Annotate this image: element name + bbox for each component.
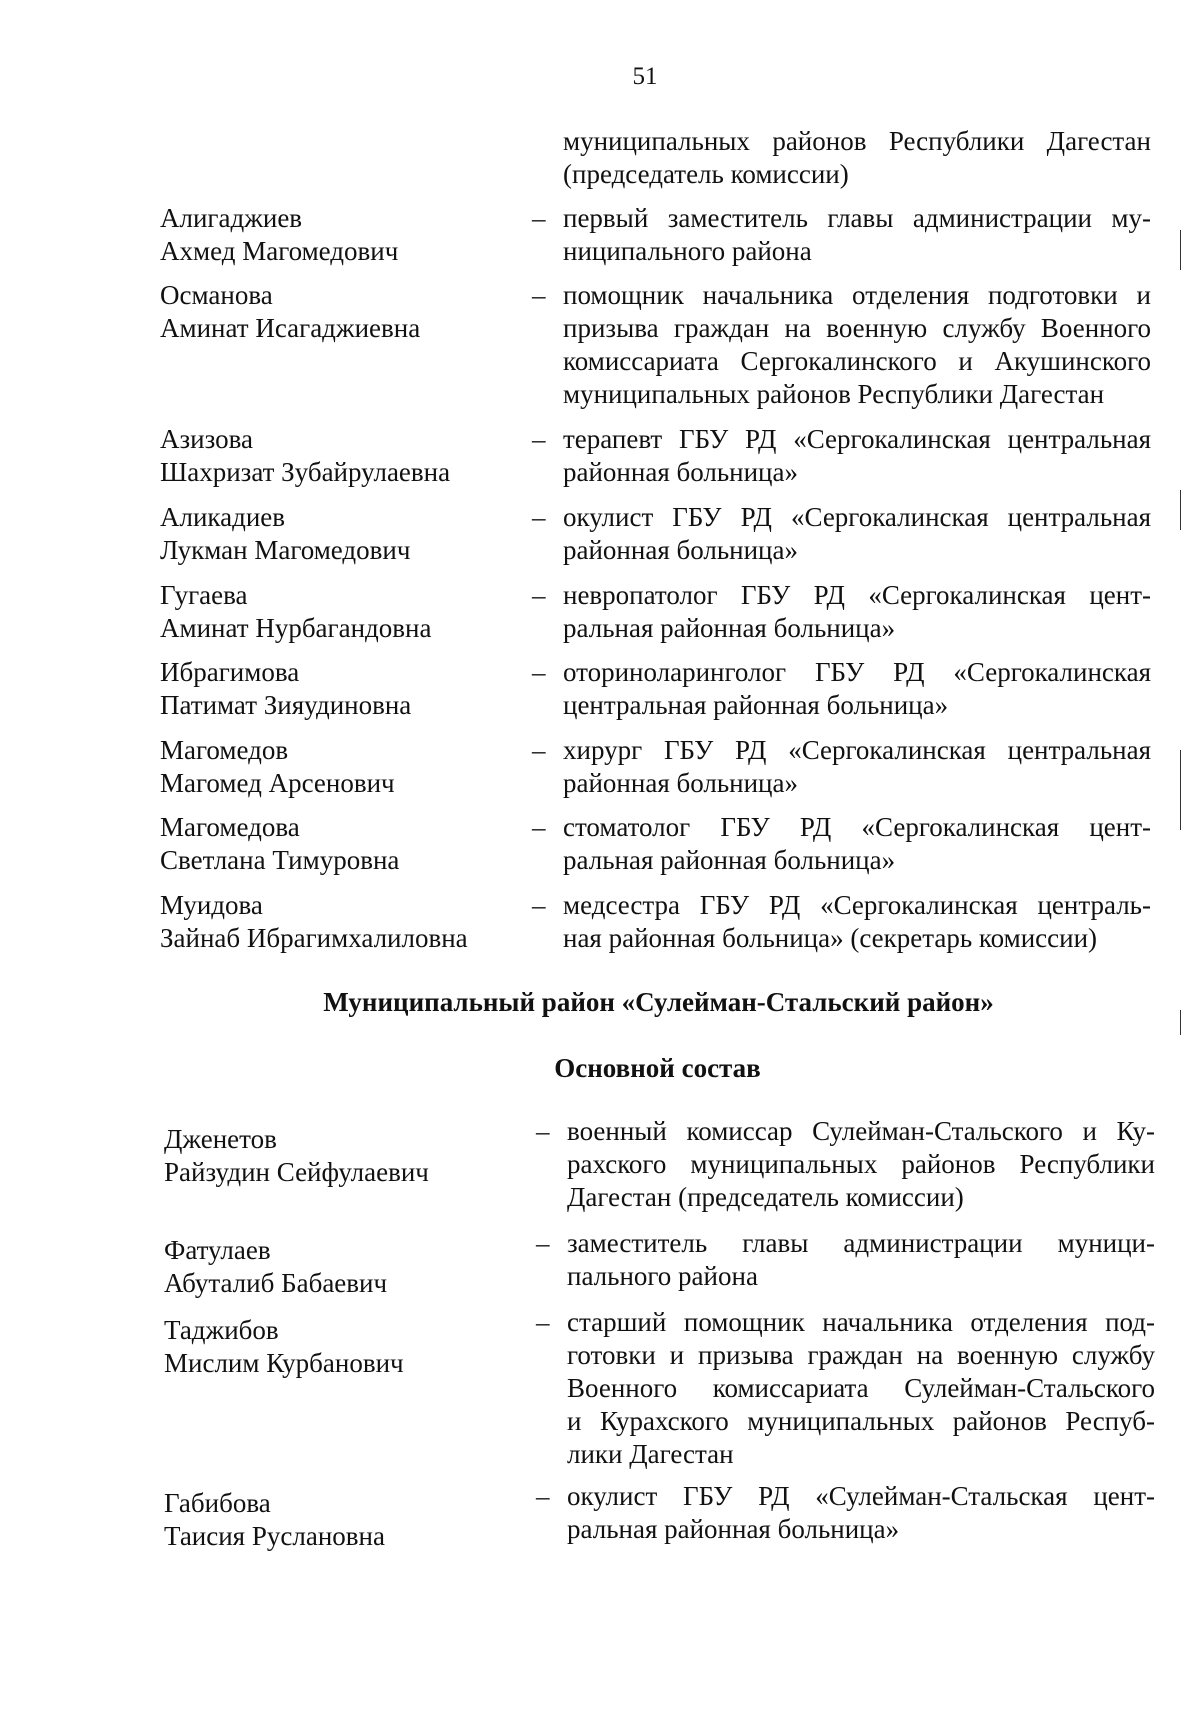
member-name	[160, 811, 520, 877]
member-name	[164, 1123, 524, 1189]
member-name	[160, 889, 520, 955]
description-line: ральная районная больница»	[567, 1514, 900, 1544]
member-surname: Ибрагимова	[160, 657, 300, 687]
dash: –	[532, 502, 546, 532]
member-surname: Османова	[160, 280, 273, 310]
description-line: призыва граждан на военную службу Военного	[563, 313, 1151, 343]
member-surname: Дженетов	[164, 1124, 277, 1154]
member-surname: Гугаева	[160, 580, 248, 610]
description-line: старший помощник начальника отделения под-	[567, 1307, 1155, 1337]
description-line: муниципальных районов Республики Дагестан	[563, 126, 1151, 156]
member-surname: Азизова	[160, 424, 253, 454]
dash: –	[532, 890, 546, 920]
description-line: лики Дагестан	[567, 1439, 734, 1469]
description-line: муниципальных районов Республики Дагестан	[563, 379, 1105, 409]
section-title: Муниципальный район «Сулейман-Стальский район»	[323, 987, 994, 1017]
member-position	[567, 1306, 1155, 1471]
description-line: районная больница»	[563, 768, 798, 798]
description-line: оториноларинголог ГБУ РД «Сергокалинская	[563, 657, 1151, 687]
member-name	[160, 734, 520, 800]
member-position	[567, 1115, 1155, 1214]
description-line: районная больница»	[563, 535, 798, 565]
member-surname: Магомедов	[160, 735, 289, 765]
member-name	[160, 501, 520, 567]
member-name	[164, 1234, 524, 1300]
dash: –	[532, 424, 546, 454]
member-given-name: Мислим Курбанович	[164, 1348, 404, 1378]
member-position	[563, 656, 1151, 722]
subsection-title: Основной состав	[554, 1053, 761, 1083]
description-line: комиссариата Сергокалинского и Акушинского	[563, 346, 1151, 376]
dash: –	[536, 1307, 550, 1337]
description-line: заместитель главы администрации муници-	[567, 1228, 1155, 1258]
dash: –	[532, 735, 546, 765]
member-given-name: Таисия Руслановна	[164, 1521, 385, 1551]
description-line: окулист ГБУ РД «Сулейман-Стальская цент-	[567, 1481, 1155, 1511]
member-given-name: Абуталиб Бабаевич	[164, 1268, 388, 1298]
description-line: стоматолог ГБУ РД «Сергокалинская цент-	[563, 812, 1151, 842]
page-number: 51	[632, 63, 658, 90]
member-given-name: Патимат Зияудиновна	[160, 690, 412, 720]
description-line: медсестра ГБУ РД «Сергокалинская централь-	[563, 890, 1151, 920]
description-line: и Курахского муниципальных районов Респуб-	[567, 1406, 1155, 1436]
member-surname: Аликадиев	[160, 502, 286, 532]
scan-edge-mark	[1180, 490, 1181, 530]
member-position	[563, 579, 1151, 645]
scan-edge-mark	[1180, 750, 1181, 830]
description-line: невропатолог ГБУ РД «Сергокалинская цент-	[563, 580, 1151, 610]
member-given-name: Аминат Исагаджиевна	[160, 313, 421, 343]
description-line: ральная районная больница»	[563, 845, 896, 875]
description-line: (председатель комиссии)	[563, 159, 849, 189]
scan-edge-mark	[1180, 1010, 1181, 1035]
member-name	[160, 423, 520, 489]
member-given-name: Магомед Арсенович	[160, 768, 395, 798]
description-line: ральная районная больница»	[563, 613, 896, 643]
member-name	[160, 656, 520, 722]
dash: –	[532, 580, 546, 610]
description-line: готовки и призыва граждан на военную службу	[567, 1340, 1155, 1370]
member-position	[563, 734, 1151, 800]
member-position	[563, 202, 1151, 268]
member-surname: Фатулаев	[164, 1235, 271, 1265]
member-name	[160, 202, 520, 268]
member-position	[567, 1227, 1155, 1293]
dash: –	[532, 280, 546, 310]
member-surname: Габибова	[164, 1488, 271, 1518]
dash: –	[532, 203, 546, 233]
member-position	[567, 1480, 1155, 1546]
dash: –	[536, 1116, 550, 1146]
description-line: терапевт ГБУ РД «Сергокалинская центральная	[563, 424, 1151, 454]
member-given-name: Светлана Тимуровна	[160, 845, 400, 875]
description-line: ниципального района	[563, 236, 812, 266]
member-name	[164, 1487, 524, 1553]
member-surname: Таджибов	[164, 1315, 279, 1345]
description-line: военный комиссар Сулейман-Стальского и Ку-	[567, 1116, 1155, 1146]
description-line: ная районная больница» (секретарь комиссии)	[563, 923, 1098, 953]
member-position	[563, 811, 1151, 877]
member-position	[563, 889, 1151, 955]
member-given-name: Ахмед Магомедович	[160, 236, 399, 266]
description-line: Дагестан (председатель комиссии)	[567, 1182, 964, 1212]
dash: –	[532, 657, 546, 687]
description-line: окулист ГБУ РД «Сергокалинская центральная	[563, 502, 1151, 532]
dash: –	[536, 1481, 550, 1511]
scan-edge-mark	[1180, 230, 1181, 270]
member-given-name: Аминат Нурбагандовна	[160, 613, 432, 643]
member-position	[563, 423, 1151, 489]
member-given-name: Лукман Магомедович	[160, 535, 411, 565]
description-line: центральная районная больница»	[563, 690, 949, 720]
member-name	[164, 1314, 524, 1380]
member-position	[563, 279, 1151, 411]
member-given-name: Райзудин Сейфулаевич	[164, 1157, 429, 1187]
description-line: помощник начальника отделения подготовки и	[563, 280, 1151, 310]
description-line: районная больница»	[563, 457, 798, 487]
member-name	[160, 279, 520, 345]
description-line: пального района	[567, 1261, 758, 1291]
member-given-name: Шахризат Зубайрулаевна	[160, 457, 451, 487]
member-surname: Муидова	[160, 890, 263, 920]
member-given-name: Зайнаб Ибрагимхалиловна	[160, 923, 468, 953]
continuation-text	[563, 125, 1151, 191]
member-surname: Алигаджиев	[160, 203, 303, 233]
dash: –	[536, 1228, 550, 1258]
member-position	[563, 501, 1151, 567]
dash: –	[532, 812, 546, 842]
member-name	[160, 579, 520, 645]
description-line: Военного комиссариата Сулейман-Стальского	[567, 1373, 1155, 1403]
description-line: хирург ГБУ РД «Сергокалинская центральная	[563, 735, 1151, 765]
member-surname: Магомедова	[160, 812, 300, 842]
description-line: рахского муниципальных районов Республики	[567, 1149, 1155, 1179]
description-line: первый заместитель главы администрации му-	[563, 203, 1151, 233]
